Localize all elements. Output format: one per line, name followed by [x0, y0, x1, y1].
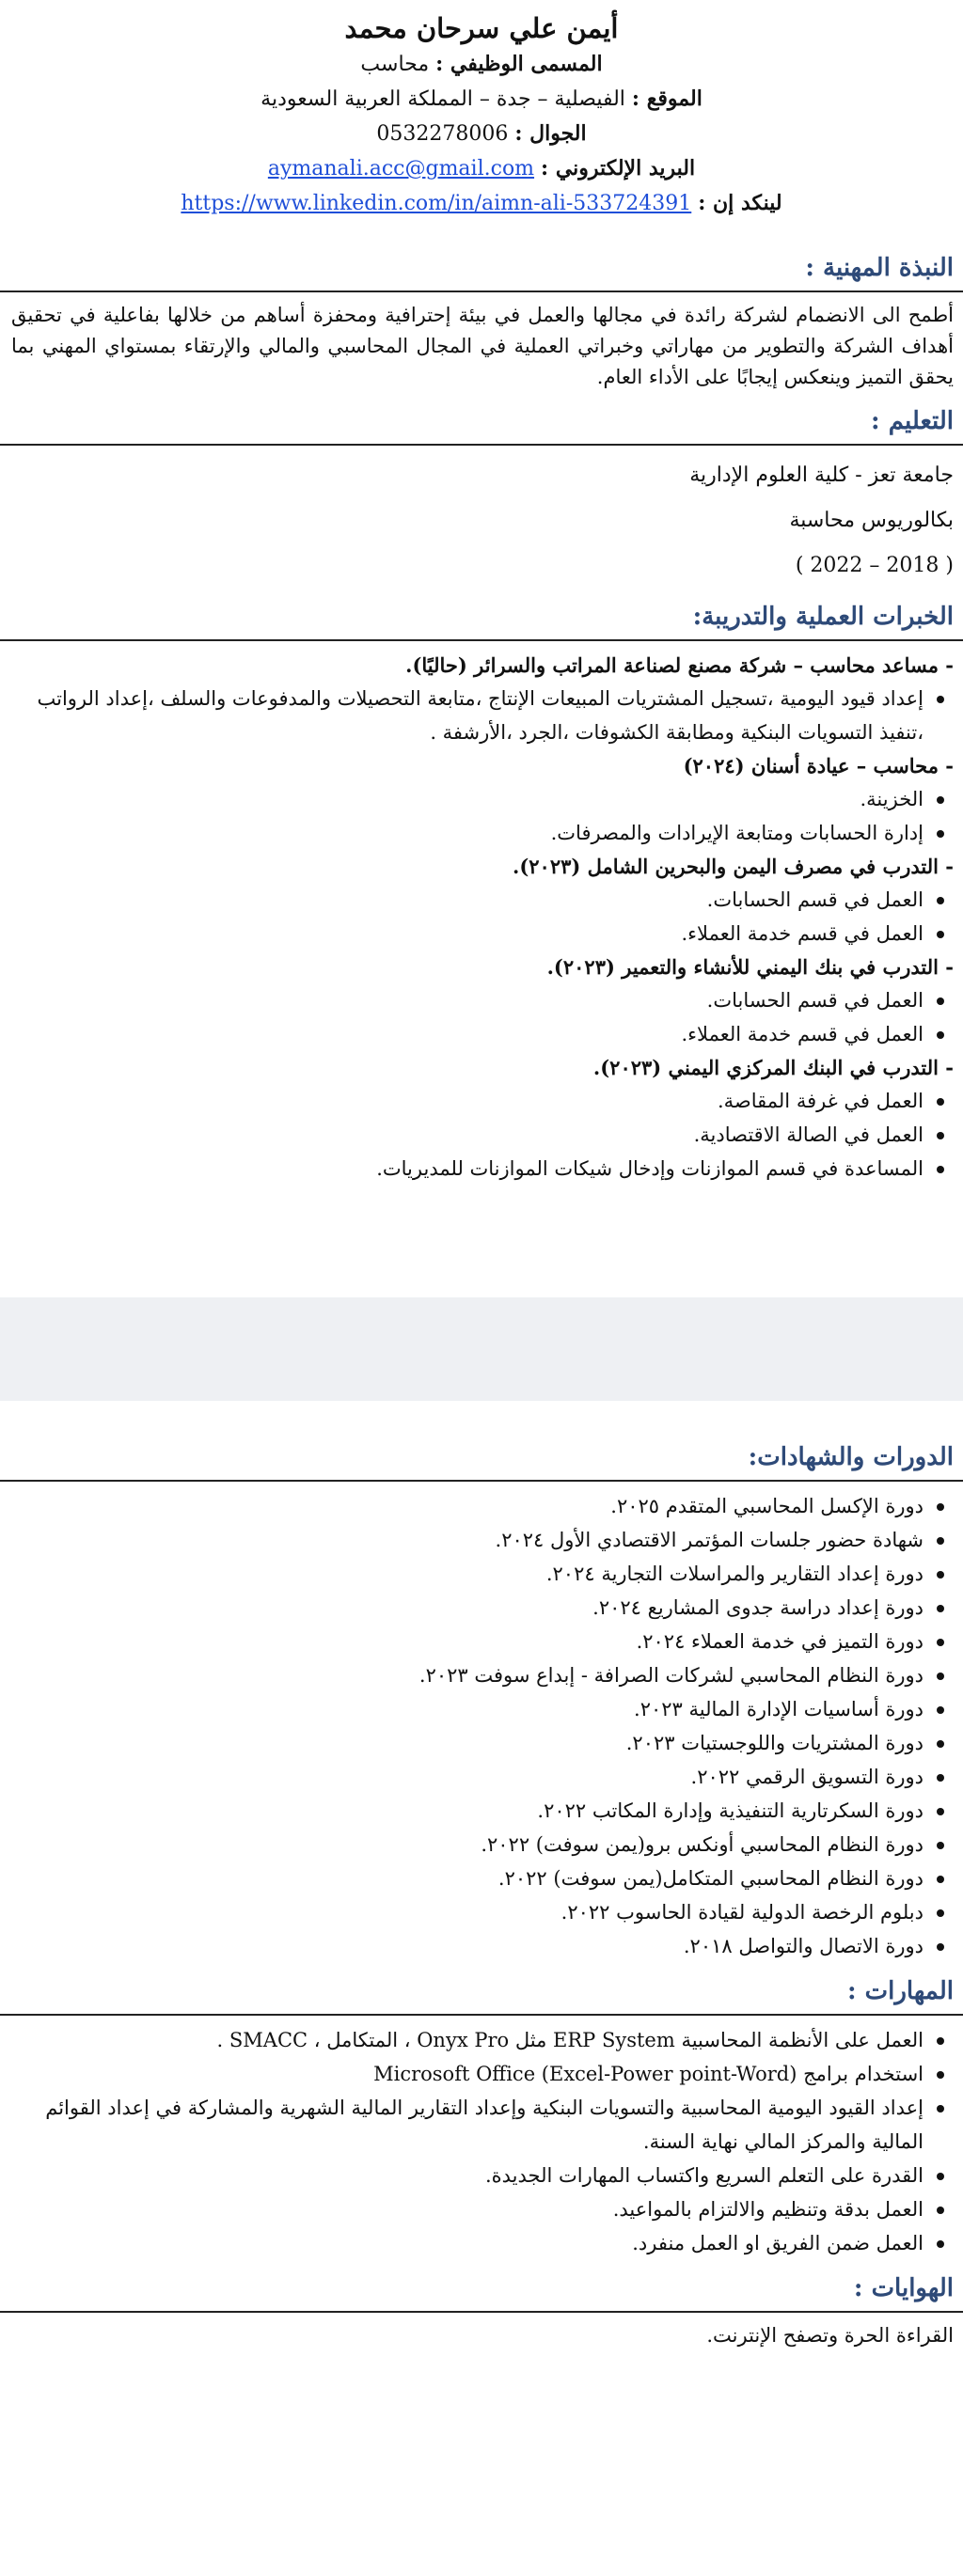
- course-item: [13, 1929, 954, 1963]
- experience-list: [0, 649, 963, 1186]
- bullet-icon: [937, 1166, 944, 1173]
- course-item: [13, 1828, 954, 1861]
- course-item: [13, 1692, 954, 1726]
- location-line: [0, 82, 963, 117]
- experience-duties: [0, 782, 963, 850]
- bullet-icon: [937, 1639, 944, 1646]
- duty-item: [13, 917, 954, 950]
- courses-section: [0, 1438, 963, 1963]
- course-item: [13, 1523, 954, 1557]
- bullet-icon: [937, 1098, 944, 1106]
- experience-title-line: - التدرب في مصرف اليمن والبحرين الشامل (٢٠٢٣).: [513, 855, 954, 878]
- course-item-text: دورة إعداد دراسة جدوى المشاريع ٢٠٢٤.: [592, 1596, 924, 1619]
- bullet-icon: [937, 997, 944, 1005]
- course-item-text: دبلوم الرخصة الدولية لقيادة الحاسوب ٢٠٢٢.: [560, 1901, 924, 1924]
- course-item-text: دورة النظام المحاسبي لشركات الصرافة - إبداع سوفت ٢٠٢٣.: [418, 1664, 924, 1687]
- course-item-text: دورة المشتريات واللوجستيات ٢٠٢٣.: [625, 1732, 924, 1754]
- skills-list: [0, 2023, 963, 2260]
- duty-item: [13, 1017, 954, 1051]
- section-divider: [0, 291, 963, 292]
- duty-item-text: إعداد قيود اليومية ،تسجيل المشتريات المبيعات الإنتاج ،متابعة التحصيلات والمدفوعات والسلف ،إعداد الرواتب ،تنفيذ التسويات البنكية ومطابقة الكشوفات ،الجرد ،الأرشفة .: [37, 687, 924, 744]
- experience-title-line: - محاسب – عيادة أسنان (٢٠٢٤): [683, 754, 954, 778]
- job-title-label: المسمى الوظيفي :: [435, 52, 603, 76]
- experience-item: [0, 950, 963, 1051]
- resume-page-2: [0, 1438, 963, 2576]
- hobbies-title: الهوايات :: [853, 2274, 954, 2302]
- skill-item: [13, 2023, 954, 2057]
- skill-item-text: العمل ضمن الفريق او العمل منفرد.: [632, 2232, 924, 2254]
- section-divider: [0, 2014, 963, 2016]
- experience-duties: [0, 983, 963, 1051]
- duty-item-text: العمل في غرفة المقاصة.: [717, 1090, 924, 1112]
- job-title-line: [0, 47, 963, 82]
- location-value: الفيصلية – جدة – المملكة العربية السعودية: [260, 87, 625, 111]
- duty-item: [13, 983, 954, 1017]
- bullet-icon: [937, 2207, 944, 2214]
- skill-item-text: القدرة على التعلم السريع واكتساب المهارات الجديدة.: [484, 2164, 924, 2187]
- skill-item: [13, 2226, 954, 2260]
- duty-item: [13, 883, 954, 917]
- course-item-text: دورة التسويق الرقمي ٢٠٢٢.: [690, 1766, 924, 1788]
- bullet-icon: [937, 1842, 944, 1849]
- bullet-icon: [937, 2240, 944, 2248]
- bullet-icon: [937, 931, 944, 938]
- experience-duties: [0, 682, 963, 749]
- course-item: [13, 1658, 954, 1692]
- course-item-text: دورة التميز في خدمة العملاء ٢٠٢٤.: [636, 1630, 924, 1653]
- course-item: [13, 1861, 954, 1895]
- profile-section: [0, 249, 963, 393]
- skill-item-text: العمل على الأنظمة المحاسبية ERP System مثل Onyx Pro ، المتكامل ، SMACC .: [216, 2029, 924, 2051]
- bullet-icon: [937, 2105, 944, 2113]
- job-title-value: محاسب: [360, 53, 430, 76]
- course-item-text: دورة أساسيات الإدارة المالية ٢٠٢٣.: [634, 1698, 924, 1720]
- education-university: جامعة تعز - كلية العلوم الإدارية: [689, 463, 954, 487]
- skill-item-text: العمل بدقة وتنظيم والالتزام بالمواعيد.: [612, 2198, 924, 2221]
- email-label: البريد الإلكتروني :: [541, 156, 696, 181]
- profile-title: النبذة المهنية :: [805, 254, 954, 282]
- duty-item-text: العمل في قسم خدمة العملاء.: [681, 1023, 924, 1045]
- page-separator: [0, 1297, 963, 1401]
- duty-item-text: الخزينة.: [860, 788, 924, 810]
- education-title: التعليم :: [871, 407, 954, 435]
- section-divider: [0, 444, 963, 446]
- bullet-icon: [937, 1943, 944, 1951]
- mobile-value: 0532278006: [376, 122, 509, 146]
- experience-duties: [0, 883, 963, 950]
- email-line: [0, 151, 963, 186]
- course-item-text: دورة النظام المحاسبي المتكامل(يمن سوفت) ٢٠٢٢.: [497, 1867, 924, 1890]
- bullet-icon: [937, 1571, 944, 1579]
- duty-item: [13, 682, 954, 749]
- experience-title-line: - مساعد محاسب – شركة مصنع لصناعة المراتب والسرائر (حاليًا).: [405, 653, 954, 677]
- course-item-text: شهادة حضور جلسات المؤتمر الاقتصادي الأول ٢٠٢٤.: [495, 1529, 924, 1551]
- experience-duties: [0, 1084, 963, 1186]
- duty-item: [13, 1118, 954, 1152]
- bullet-icon: [937, 1808, 944, 1815]
- experience-item: [0, 649, 963, 749]
- bullet-icon: [937, 1909, 944, 1917]
- course-item: [13, 1557, 954, 1591]
- mobile-label: الجوال :: [514, 121, 587, 146]
- skills-title: المهارات :: [847, 1977, 954, 2005]
- duty-item: [13, 782, 954, 816]
- duty-item-text: العمل في قسم الحسابات.: [706, 888, 924, 911]
- bullet-icon: [937, 696, 944, 703]
- bullet-icon: [937, 1740, 944, 1748]
- bullet-icon: [937, 2071, 944, 2079]
- duty-item-text: العمل في قسم خدمة العملاء.: [681, 922, 924, 945]
- skill-item: [13, 2159, 954, 2192]
- email-link[interactable]: aymanali.acc@gmail.com: [267, 157, 535, 181]
- course-item-text: دورة إعداد التقارير والمراسلات التجارية ٢٠٢٤.: [545, 1563, 924, 1585]
- duty-item-text: إدارة الحسابات ومتابعة الإيرادات والمصرفات.: [550, 822, 924, 844]
- skill-item-text: استخدام برامج Microsoft Office (Excel-Power point-Word): [373, 2063, 924, 2085]
- course-item: [13, 1760, 954, 1794]
- course-item-text: دورة النظام المحاسبي أونكس برو(يمن سوفت) ٢٠٢٢.: [481, 1833, 924, 1856]
- duty-item-text: المساعدة في قسم الموازنات وإدخال شيكات الموازنات للمديريات.: [376, 1157, 924, 1180]
- duty-item-text: العمل في الصالة الاقتصادية.: [693, 1123, 924, 1146]
- experience-item: [0, 850, 963, 950]
- bullet-icon: [937, 1132, 944, 1139]
- skill-item: [13, 2057, 954, 2091]
- experience-item: [0, 1051, 963, 1186]
- course-item: [13, 1489, 954, 1523]
- bullet-icon: [937, 1503, 944, 1511]
- skill-item: [13, 2192, 954, 2226]
- education-years: ( 2018 – 2022 ): [795, 554, 954, 577]
- course-item: [13, 1726, 954, 1760]
- hobbies-section: [0, 2270, 963, 2351]
- duty-item-text: العمل في قسم الحسابات.: [706, 989, 924, 1012]
- bullet-icon: [937, 1605, 944, 1612]
- experience-title-line: - التدرب في بنك اليمني للأنشاء والتعمير (٢٠٢٣).: [546, 955, 954, 979]
- skill-item: [13, 2091, 954, 2159]
- course-item-text: دورة الإكسل المحاسبي المتقدم ٢٠٢٥.: [610, 1495, 924, 1517]
- duty-item: [13, 1152, 954, 1186]
- course-item: [13, 1591, 954, 1625]
- courses-list: [0, 1489, 963, 1963]
- courses-title: الدورات والشهادات:: [748, 1443, 954, 1471]
- bullet-icon: [937, 1031, 944, 1039]
- course-item-text: دورة السكرتارية التنفيذية وإدارة المكاتب ٢٠٢٢.: [537, 1799, 924, 1822]
- section-divider: [0, 639, 963, 641]
- course-item-text: دورة الاتصال والتواصل ٢٠١٨.: [683, 1935, 924, 1957]
- education-section: [0, 402, 963, 589]
- experience-section: [0, 598, 963, 1186]
- bullet-icon: [937, 1673, 944, 1680]
- hobbies-text: القراءة الحرة وتصفح الإنترنت.: [706, 2324, 954, 2347]
- bullet-icon: [937, 1774, 944, 1782]
- experience-title: الخبرات العملية والتدريبة:: [692, 603, 954, 631]
- skills-section: [0, 1972, 963, 2260]
- bullet-icon: [937, 2037, 944, 2045]
- bullet-icon: [937, 1537, 944, 1545]
- course-item: [13, 1895, 954, 1929]
- duty-item: [13, 1084, 954, 1118]
- education-degree: بكالوريوس محاسبة: [789, 509, 954, 532]
- full-name: أيمن علي سرحان محمد: [344, 12, 619, 44]
- course-item: [13, 1794, 954, 1828]
- linkedin-link[interactable]: https://www.linkedin.com/in/aimn-ali-533724391: [181, 192, 692, 215]
- section-divider: [0, 2311, 963, 2313]
- bullet-icon: [937, 2173, 944, 2180]
- mobile-line: [0, 117, 963, 151]
- bullet-icon: [937, 1706, 944, 1714]
- skill-item-text: إعداد القيود اليومية المحاسبية والتسويات البنكية وإعداد التقارير المالية الشهرية والمشاركة في إعداد القوائم المالية والمركز المالي نهاية السنة.: [45, 2097, 924, 2153]
- linkedin-label: لينكد إن :: [698, 191, 782, 215]
- resume-header: [0, 0, 963, 221]
- profile-text: أطمح الى الانضمام لشركة رائدة في مجالها والعمل في بيئة إحترافية ومحفزة أساهم من خلالها بفاعلية في تحقيق أهداف الشركة والتطوير من مهاراتي وخبراتي العملية في المجال المحاسبي والمالي والإرتقاء بمستواي المهني بما يحقق التميز وينعكس إيجابًا على الأداء العام.: [11, 304, 954, 388]
- bullet-icon: [937, 830, 944, 838]
- experience-title-line: - التدرب في البنك المركزي اليمني (٢٠٢٣).: [592, 1056, 954, 1079]
- course-item: [13, 1625, 954, 1658]
- bullet-icon: [937, 1876, 944, 1883]
- location-label: الموقع :: [631, 86, 703, 111]
- duty-item: [13, 816, 954, 850]
- bullet-icon: [937, 897, 944, 904]
- experience-item: [0, 749, 963, 850]
- bullet-icon: [937, 796, 944, 804]
- linkedin-line: [0, 186, 963, 221]
- section-divider: [0, 1480, 963, 1482]
